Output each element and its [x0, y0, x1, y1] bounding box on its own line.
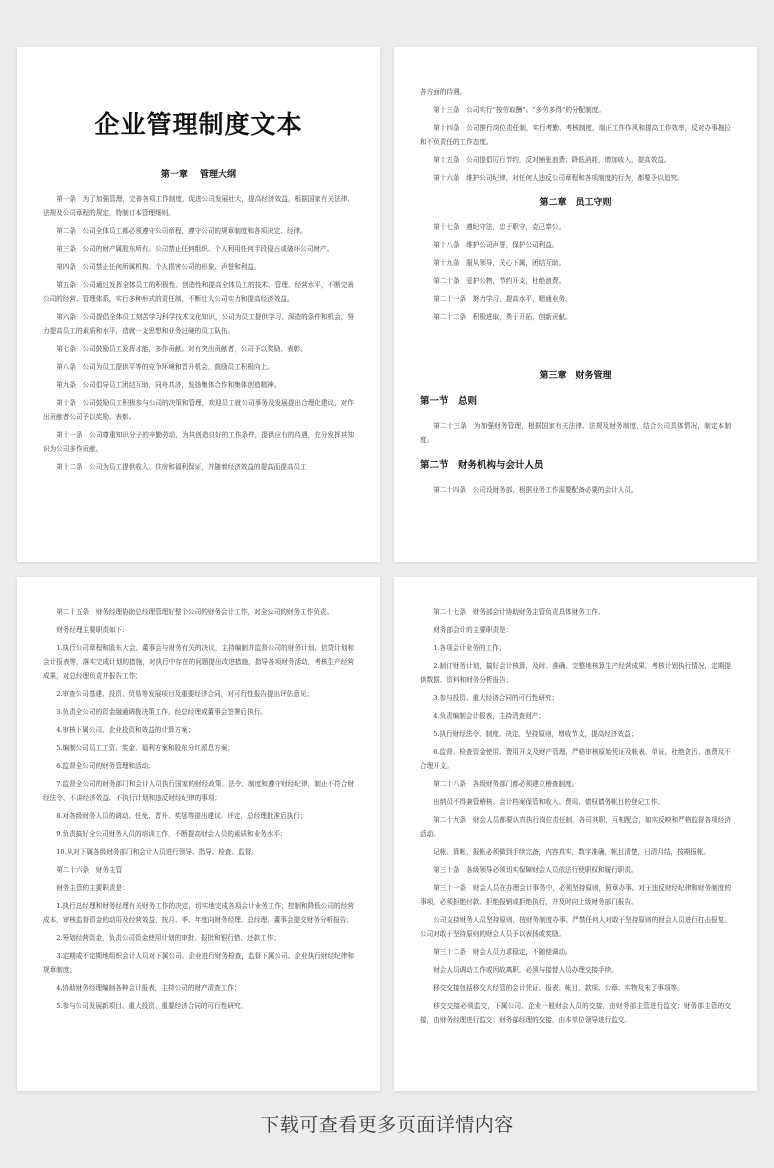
paragraph: 2.制订财务计划，搞好会计核算，及时、准确、完整地核算生产经营成果，考核计划执行情况，定期提供数据、资料和财务分析报告；: [420, 662, 731, 684]
paragraph: 第四条 公司禁止任何所属机构、个人损害公司的形象、声誉和利益。: [56, 263, 261, 271]
paragraph: 第二十二条 积极进取，勇于开拓，创新贡献。: [433, 313, 572, 321]
paragraph: 第一条 为了加强管理，完善各项工作制度，促进公司发展壮大，提高经济效益，根据国家有关法律、法规及公司章程的规定，特制订本管理细则。: [43, 195, 354, 217]
paragraph: 记帐、算帐、报帐必须做到手续完备，内容真实，数字准确，帐目清楚，日清月结，按期报帐。: [433, 848, 711, 856]
paragraph: 第十条 公司鼓励员工积极参与公司的决策和管理，欢迎员工就公司事务及发展提出合理化建议，对作出贡献者公司予以奖励、表彰。: [43, 399, 354, 421]
paragraph: 第二十三条 为加强财务管理，根据国家有关法律、法规及财务制度，结合公司具体情况，制定本制度。: [420, 422, 731, 444]
paragraph: 财务部会计的主要职责是：: [433, 626, 513, 634]
chapter-heading: 第二章 员工守则: [539, 198, 612, 208]
paragraph: 出纳员不得兼管稽核、会计档案保管和收入、费用、债权债务帐目的登记工作。: [433, 798, 664, 806]
section-heading: 第一节 总则: [420, 396, 478, 407]
paragraph: 1.各项会计业务的工作；: [433, 644, 506, 652]
paragraph: 6.监督、检查资金使用、费用开支及财产管理，严格审核原始凭证及帐表、单证，杜绝贪污、浪费及不合理开支。: [420, 748, 731, 770]
paragraph: 财务主管的主要职责是：: [56, 884, 129, 892]
paragraph: 财会人员调动工作或因故离职，必须与接替人员办理交接手续。: [433, 966, 618, 974]
paragraph: 第二十九条 财会人员都要认真执行岗位责任制，各司其职，互相配合，如实反映和严格监督各项经济活动。: [420, 816, 731, 838]
paragraph: 第十四条 公司推行岗位责任制，实行考勤、考核制度，端正工作作风和提高工作效率，反对办事拖拉和不负责任的工作态度。: [420, 124, 731, 146]
paragraph: 4.审核下属公司、企业投资和效益的计算方案；: [56, 726, 195, 734]
paragraph: 8.对各级财务人员的调动、任免、晋升、奖惩等提出建议、评定，总经理批准后执行；: [56, 812, 307, 820]
paragraph: 第十二条 公司为员工提供收入、住房和福利保证，并随着经济效益的提高而提高员工: [56, 463, 307, 471]
paragraph: 第十七条 遵纪守法，忠于职守，克己奉公。: [433, 223, 566, 231]
paragraph: 第十五条 公司提倡厉行节约，反对铺张浪费；降低消耗，增加收入，提高效益。: [433, 156, 671, 164]
paragraph: 第十六条 维护公司纪律，对任何人违反公司章程和各项制度的行为，都要予以追究。: [433, 174, 684, 182]
paragraph: 第二条 公司全体员工都必须遵守公司章程，遵守公司的规章制度和各项决定、经律。: [56, 227, 307, 235]
paragraph: 第二十六条 财务主管: [56, 866, 123, 874]
paragraph: 第七条 公司鼓励员工发挥才能，多作贡献。对有突出贡献者，公司予以奖励、表彰。: [56, 345, 307, 353]
paragraph: 2.筹划经营资金，负责公司资金使用计划的审批、报批和银行借、还款工作；: [56, 934, 281, 942]
paragraph: 4.负责编制会计报表，主持清查财产；: [433, 712, 545, 720]
paragraph: 4.协助财务经理编制各种会计报表，主持公司的财产清查工作；: [56, 984, 241, 992]
paragraph: 9.负责搞好全公司财务人员的培训工作，不断提高财会人员的素质和业务水平；: [56, 830, 287, 838]
paragraph: 1.执行公司章程和股东大会、董事会与财务有关的决议，主持编制并监督公司的财务计划、信贷计划和会计报表等，落实完成计划的措施，对执行中存在的问题提出改进措施，指导各项财务活动，考核生产经营成果，对总经理负责并报告工作；: [43, 644, 354, 680]
paragraph: 第六条 公司提倡全体员工刻苦学习科学技术文化知识，公司为员工提供学习、深造的条件和机会，努力提高员工的素质和水平，造就一支思想和业务过硬的员工队伍。: [43, 313, 354, 335]
chapter-heading: 第一章 管理大纲: [160, 170, 237, 180]
paragraph: 第二十四条 公司设财务部，根据业务工作需要配备必要的会计人员。: [433, 486, 638, 494]
paragraph: 公司支持财务人员坚持原则，按财务制度办事。严禁任何人对敢于坚持原则的财会人员进行打击报复。公司对敢于坚持原则的财会人员予以表扬或奖励。: [420, 916, 731, 938]
paragraph: 6.监督全公司的财务管理和活动；: [56, 762, 155, 770]
paragraph: 第八条 公司为员工提供平等的竞争环境和晋升机会，鼓励员工积极向上。: [56, 363, 274, 371]
paragraph: 第十八条 维护公司声誉，保护公司利益。: [433, 241, 559, 249]
paragraph: 第三十条 各级领导必须切实保障财会人员依法行使职权和履行职责。: [433, 866, 638, 874]
paragraph: 第十九条 服从领导，关心下属，团结互助。: [433, 259, 566, 267]
paragraph: 3.负责全公司的资金融通调拨决策工作，经总经理或董事会签署后执行。: [56, 708, 267, 716]
document-page-2: [394, 47, 757, 562]
paragraph: 各方面的待遇。: [420, 88, 467, 96]
download-more-banner[interactable]: 下载可查看更多页面详情内容: [260, 1114, 514, 1136]
paragraph: 第九条 公司倡导员工团结互助，同舟共济，发扬集体合作和集体创造精神。: [56, 381, 281, 389]
paragraph: 2.审查公司基建、投资、贸易等发展项目及重要经济合同，对可行性报告提出评估意见；: [56, 690, 314, 698]
section-heading: 第二节 财务机构与会计人员: [420, 460, 544, 471]
paragraph: 第二十七条 财务部会计协助财务主管负责具体财务工作。: [433, 608, 605, 616]
chapter-heading: 第三章 财务管理: [539, 371, 612, 381]
paragraph: 5.执行财经法令、制度、决定，坚持原则，增收节支，提高经济效益；: [433, 730, 638, 738]
document-page-1: [17, 47, 380, 562]
paragraph: 7.监督全公司的财务部门和会计人员执行国家的财经政策、法令、制度和遵守财经纪律，制止不符合财经法令、不讲经济效益、不执行计划和违反财经纪律的事项；: [43, 780, 354, 802]
paragraph: 3.定期或不定期地组织会计人员对下属公司、企业进行财务检查，监督下属公司、企业执行财经纪律和规章制度；: [43, 952, 354, 974]
document-page-3: [17, 577, 380, 1091]
paragraph: 移交交接包括移交人经管的会计凭证、报表、帐目、款项、公章、实物及未了事项等。: [433, 984, 684, 992]
paragraph: 第二十五条 财务经理协助总经理管理好整个公司的财务会计工作，对全公司的财务工作负责。: [56, 608, 334, 616]
paragraph: 第三十一条 财会人员在办理会计事务中，必须坚持原则，照章办事。对于违反财经纪律和财务制度的事项，必须拒绝付款、拒绝报销或拒绝执行，并及时向上级财务部门报告。: [420, 884, 731, 906]
paragraph: 5.编制公司员工工资、奖金、福利方案和股东分红派息方案；: [56, 744, 234, 752]
paragraph: 第三十二条 财会人员力求稳定，不随便调动。: [433, 948, 572, 956]
paragraph: 3.参与投资、重大经济合同的可行性研究；: [433, 694, 559, 702]
document-page-4: [394, 577, 757, 1091]
paragraph: 第十三条 公司实行“按劳取酬”、“多劳多得”的分配制度。: [433, 106, 605, 114]
paragraph: 1.执行总经理和财务经理有关财务工作的决定，切实地完成各项会计业务工作；控制和降低公司的经营成本，审核监督资金的动用及经营效益，按月、季、年度向财务经理、总经理、董事会提交财务分析报告；: [43, 902, 354, 924]
paragraph: 第五条 公司通过发挥全体员工的积极性、创造性和提高全体员工的技术、管理、经营水平，不断完善公司的经营、管理体系，实行多种形式的责任制，不断壮大公司实力和提高经济效益。: [43, 281, 354, 303]
paragraph: 财务经理主要职责如下：: [56, 626, 129, 634]
paragraph: 第十一条 公司尊重知识分子的辛勤劳动，为其创造良好的工作条件，提供应有的待遇，充分发挥其知识为公司多作贡献。: [43, 431, 354, 453]
paragraph: 移交交接必须监交，下属公司、企业一般财会人员的交接，由财务部主管进行监交；财务部主管的交接，由财务经理进行监交；财务部经理的交接，由本单位领导进行监交。: [420, 1002, 731, 1024]
paragraph: 第二十条 爱护公物，节约开支，杜绝浪费。: [433, 277, 566, 285]
paragraph: 第二十一条 努力学习，提高水平，精通业务。: [433, 295, 572, 303]
paragraph: 第二十八条 各级财务部门都必须建立稽查制度。: [433, 780, 579, 788]
document-title: 企业管理制度文本: [94, 110, 303, 139]
paragraph: 5.参与公司发展新项目、重大投资、重要经济合同的可行性研究。: [56, 1002, 248, 1010]
paragraph: 10.从对下属各级财务部门和会计人员进行领导、指导、检查、监督。: [56, 848, 258, 856]
paragraph: 第三条 公司的财产属股东所有。公司禁止任何组织、个人利用任何手段侵占或破坏公司财产。: [56, 245, 334, 253]
